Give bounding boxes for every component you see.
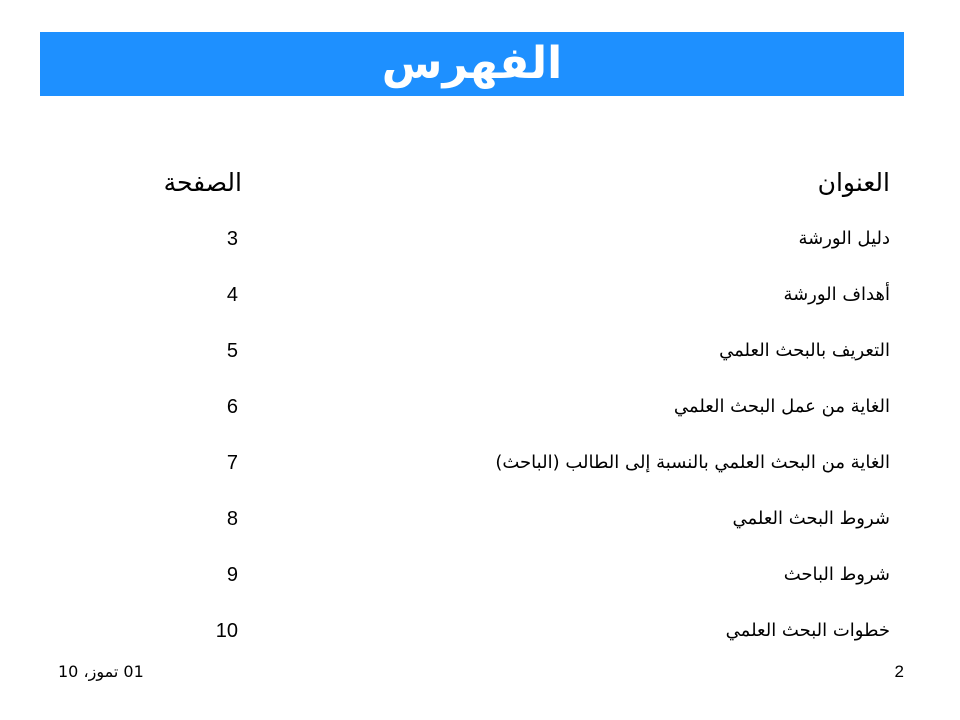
- toc-entry-title: الغاية من البحث العلمي بالنسبة إلى الطالب (الباحث): [495, 452, 890, 473]
- toc-row[interactable]: [0, 340, 960, 396]
- toc-entry-page: 10: [215, 620, 238, 642]
- slide-number: 2: [894, 662, 904, 681]
- toc-entry-title: التعريف بالبحث العلمي: [719, 340, 890, 361]
- toc-row[interactable]: [0, 508, 960, 564]
- toc-entry-page: 9: [226, 564, 238, 586]
- toc-entry-title: دليل الورشة: [798, 228, 890, 249]
- column-header-page: الصفحة: [163, 168, 242, 197]
- toc-entry-title: الغاية من عمل البحث العلمي: [673, 396, 890, 417]
- page-title: الفهرس: [381, 38, 563, 89]
- table-header: [0, 168, 960, 204]
- toc-entry-page: 6: [226, 396, 238, 418]
- column-header-title: العنوان: [817, 168, 890, 197]
- toc-entry-page: 8: [226, 508, 238, 530]
- toc-entry-title: شروط البحث العلمي: [732, 508, 890, 529]
- toc-row[interactable]: [0, 228, 960, 284]
- toc-row[interactable]: [0, 284, 960, 340]
- toc-entry-page: 7: [226, 452, 238, 474]
- title-bar: [40, 32, 904, 96]
- toc-entry-page: 5: [226, 340, 238, 362]
- toc-row[interactable]: [0, 396, 960, 452]
- toc-row[interactable]: [0, 564, 960, 620]
- toc-entry-title: خطوات البحث العلمي: [725, 620, 890, 641]
- toc-row[interactable]: [0, 620, 960, 676]
- toc-entry-title: أهداف الورشة: [783, 284, 890, 305]
- footer-date: 01 تموز، 10: [58, 662, 144, 681]
- toc-entry-title: شروط الباحث: [783, 564, 890, 585]
- toc-row[interactable]: [0, 452, 960, 508]
- toc-entry-page: 4: [226, 284, 238, 306]
- toc-entry-page: 3: [226, 228, 238, 250]
- toc-list: [0, 228, 960, 676]
